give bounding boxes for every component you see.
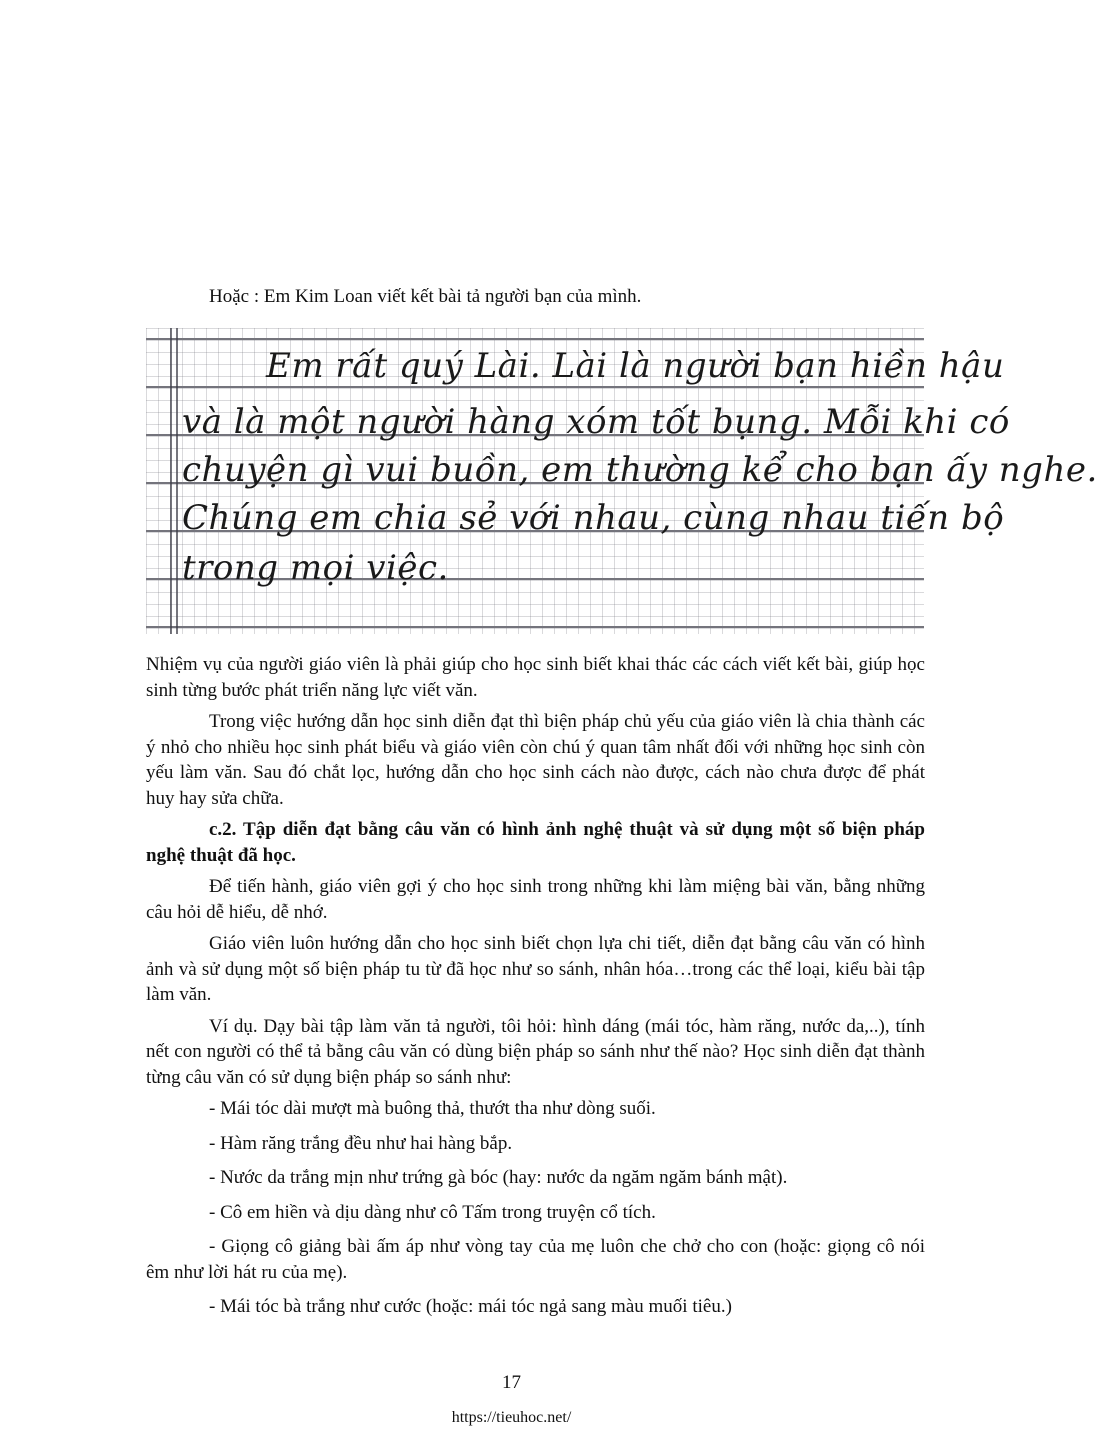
handwriting-line: và là một người hàng xóm tốt bụng. Mỗi khi có — [182, 402, 1010, 442]
paragraph: Ví dụ. Dạy bài tập làm văn tả người, tôi hỏi: hình dáng (mái tóc, hàm răng, nước da,..), tính nết con người có thể tả bằng câu văn có dùng biện pháp so sánh như thế nào? Học sinh diễn đạt thành từng câu văn có sử dụng biện pháp so sánh như: — [146, 1015, 925, 1088]
paragraph: Trong việc hướng dẫn học sinh diễn đạt thì biện pháp chủ yếu của giáo viên là chia thành các ý nhỏ cho nhiều học sinh phát biểu và giáo viên còn chú ý quan tâm nhất đối với những học sinh còn yếu làm văn. Sau đó chắt lọc, hướng dẫn cho học sinh cách nào được, cách nào chưa được để phát huy hay sửa chữa. — [146, 711, 925, 809]
section-heading: c.2. Tập diễn đạt bằng câu văn có hình ảnh nghệ thuật và sử dụng một số biện pháp nghệ thuật đã học. — [146, 819, 925, 866]
paragraph: Để tiến hành, giáo viên gợi ý cho học sinh trong những khi làm miệng bài văn, bằng những câu hỏi dễ hiểu, dễ nhớ. — [146, 876, 925, 923]
handwriting-line: Em rất quý Lài. Lài là người bạn hiền hậu — [266, 346, 1005, 386]
page-number: 17 — [502, 1372, 521, 1393]
handwriting-line: chuyện gì vui buồn, em thường kể cho bạn ấy nghe. — [182, 450, 1098, 490]
handwriting-line: Chúng em chia sẻ với nhau, cùng nhau tiến bộ — [182, 498, 1005, 538]
example-item: - Cô em hiền và dịu dàng như cô Tấm trong truyện cổ tích. — [209, 1201, 656, 1223]
body-text — [146, 652, 925, 1329]
example-item: - Mái tóc bà trắng như cước (hoặc: mái tóc ngả sang màu muối tiêu.) — [209, 1296, 732, 1317]
example-item: - Nước da trắng mịn như trứng gà bóc (hay: nước da ngăm ngăm bánh mật). — [209, 1167, 788, 1188]
margin-line — [176, 328, 178, 634]
footer-url[interactable]: https://tieuhoc.net/ — [451, 1409, 572, 1426]
handwritten-sample-image — [146, 328, 1098, 634]
margin-line — [170, 328, 172, 634]
example-item: - Giọng cô giảng bài ấm áp như vòng tay của mẹ luôn che chở cho con (hoặc: giọng cô nói êm như lời hát ru của mẹ). — [146, 1236, 925, 1283]
intro-line: Hoặc : Em Kim Loan viết kết bài tả người bạn của mình. — [209, 286, 642, 307]
paragraph: Giáo viên luôn hướng dẫn cho học sinh biết chọn lựa chi tiết, diễn đạt bằng câu văn có hình ảnh và sử dụng một số biện pháp tu từ đã học như so sánh, nhân hóa…trong các thể loại, kiểu bài tập làm văn. — [146, 933, 925, 1005]
handwriting-line: trong mọi việc. — [182, 548, 449, 588]
example-item: - Mái tóc dài mượt mà buông thả, thướt tha như dòng suối. — [209, 1098, 656, 1119]
paragraph: Nhiệm vụ của người giáo viên là phải giúp cho học sinh biết khai thác các cách viết kết bài, giúp học sinh từng bước phát triển năng lực viết văn. — [146, 654, 925, 701]
example-item: - Hàm răng trắng đều như hai hàng bắp. — [209, 1132, 513, 1154]
